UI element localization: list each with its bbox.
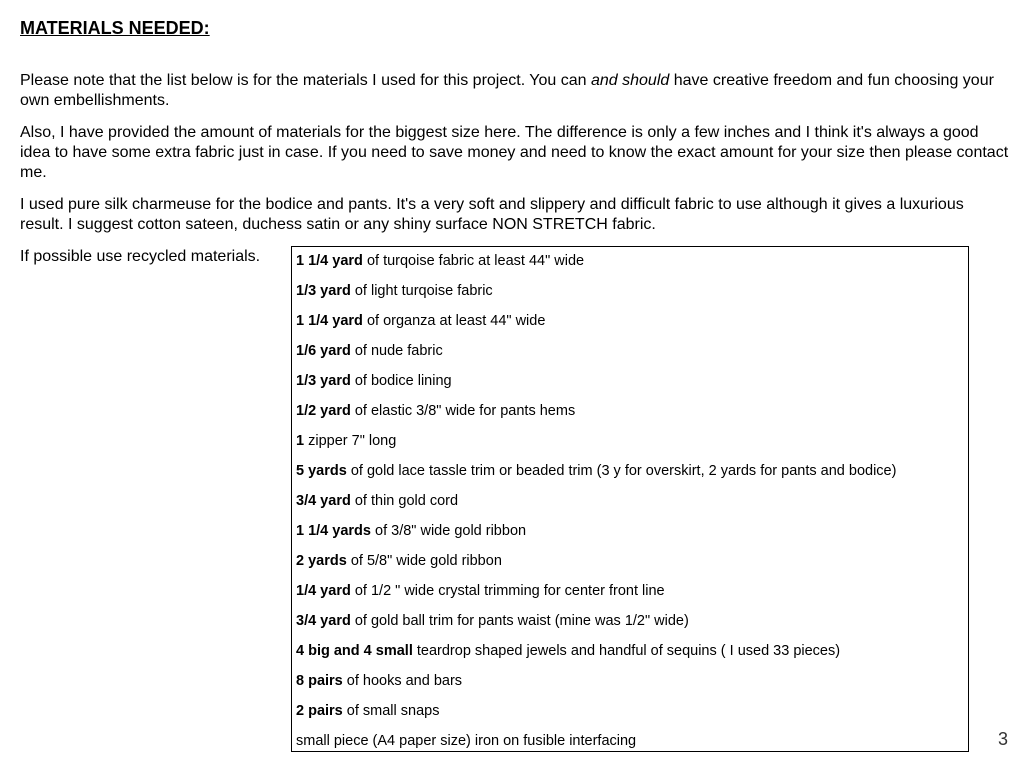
emphasis-text: and should	[590, 72, 670, 89]
page-number: 3	[998, 729, 1009, 749]
material-description: of small snaps	[342, 703, 440, 719]
material-quantity: 4 big and 4 small	[296, 643, 413, 659]
list-item	[296, 491, 968, 521]
material-description: of light turqoise fabric	[350, 283, 493, 299]
material-quantity: 1	[296, 433, 305, 449]
material-quantity: 1/2 yard	[296, 403, 351, 419]
list-item	[296, 731, 968, 761]
list-item	[296, 461, 968, 491]
material-quantity: 3/4 yard	[296, 613, 351, 629]
list-item	[296, 521, 968, 551]
page-title: MATERIALS NEEDED:	[20, 18, 210, 38]
material-quantity: 2 yards	[296, 553, 347, 569]
material-quantity: 8 pairs	[296, 673, 343, 689]
list-item	[296, 551, 968, 581]
list-item	[296, 311, 968, 341]
material-quantity: 1 1/4 yards	[296, 523, 371, 539]
material-description: of nude fabric	[350, 343, 443, 359]
list-item	[296, 401, 968, 431]
material-quantity: 3/4 yard	[296, 493, 351, 509]
material-quantity: 1/6 yard	[296, 343, 351, 359]
list-item	[296, 431, 968, 461]
intro-paragraph-sizes: Also, I have provided the amount of materials for the biggest size here. The difference is only a few inches and I think it's always a good idea to have some extra fabric just in case. If you need to save money and need to know the exact amount for your size then please contact me.	[20, 124, 1009, 181]
material-quantity: 1/4 yard	[296, 583, 351, 599]
intro-text: have creative freedom and fun choosing your own embellishments.	[20, 72, 994, 109]
materials-list	[291, 246, 969, 752]
list-item	[296, 251, 968, 281]
intro-text: Please note that the list below is for the materials I used for this project. You can	[20, 72, 591, 89]
material-description: of turqoise fabric at least 44" wide	[362, 253, 585, 269]
material-quantity: 2 pairs	[296, 703, 343, 719]
list-item	[296, 281, 968, 311]
material-description: of hooks and bars	[342, 673, 463, 689]
list-item	[296, 371, 968, 401]
material-quantity: 1 1/4 yard	[296, 313, 363, 329]
list-item	[296, 611, 968, 641]
list-item	[296, 341, 968, 371]
material-quantity: 5 yards	[296, 463, 347, 479]
material-quantity: 1 1/4 yard	[296, 253, 363, 269]
list-item	[296, 671, 968, 701]
list-item	[296, 581, 968, 611]
material-quantity: 1/3 yard	[296, 283, 351, 299]
material-description: of 3/8" wide gold ribbon	[370, 523, 527, 539]
intro-paragraph-freedom	[20, 71, 1010, 111]
material-description: of gold ball trim for pants waist (mine was 1/2" wide)	[350, 613, 689, 629]
material-description: of gold lace tassle trim or beaded trim (3 y for overskirt, 2 yards for pants and bodice)	[346, 463, 897, 479]
material-description: zipper 7" long	[304, 433, 397, 449]
intro-paragraph-fabric: I used pure silk charmeuse for the bodice and pants. It's a very soft and slippery and difficult fabric to use although it gives a luxurious result. I suggest cotton sateen, duchess satin or any shiny surface NON STRETCH fabric.	[20, 196, 964, 233]
material-quantity: 1/3 yard	[296, 373, 351, 389]
material-description: of thin gold cord	[350, 493, 459, 509]
material-description: of elastic 3/8" wide for pants hems	[350, 403, 576, 419]
list-item	[296, 701, 968, 731]
material-description: teardrop shaped jewels and handful of sequins ( I used 33 pieces)	[412, 643, 841, 659]
intro-paragraph-recycled: If possible use recycled materials.	[20, 248, 261, 265]
list-item	[296, 641, 968, 671]
material-description: of bodice lining	[350, 373, 452, 389]
material-description: of organza at least 44" wide	[362, 313, 546, 329]
material-description: small piece (A4 paper size) iron on fusible interfacing	[296, 733, 637, 749]
material-description: of 5/8" wide gold ribbon	[346, 553, 502, 569]
material-description: of 1/2 " wide crystal trimming for center front line	[350, 583, 665, 599]
